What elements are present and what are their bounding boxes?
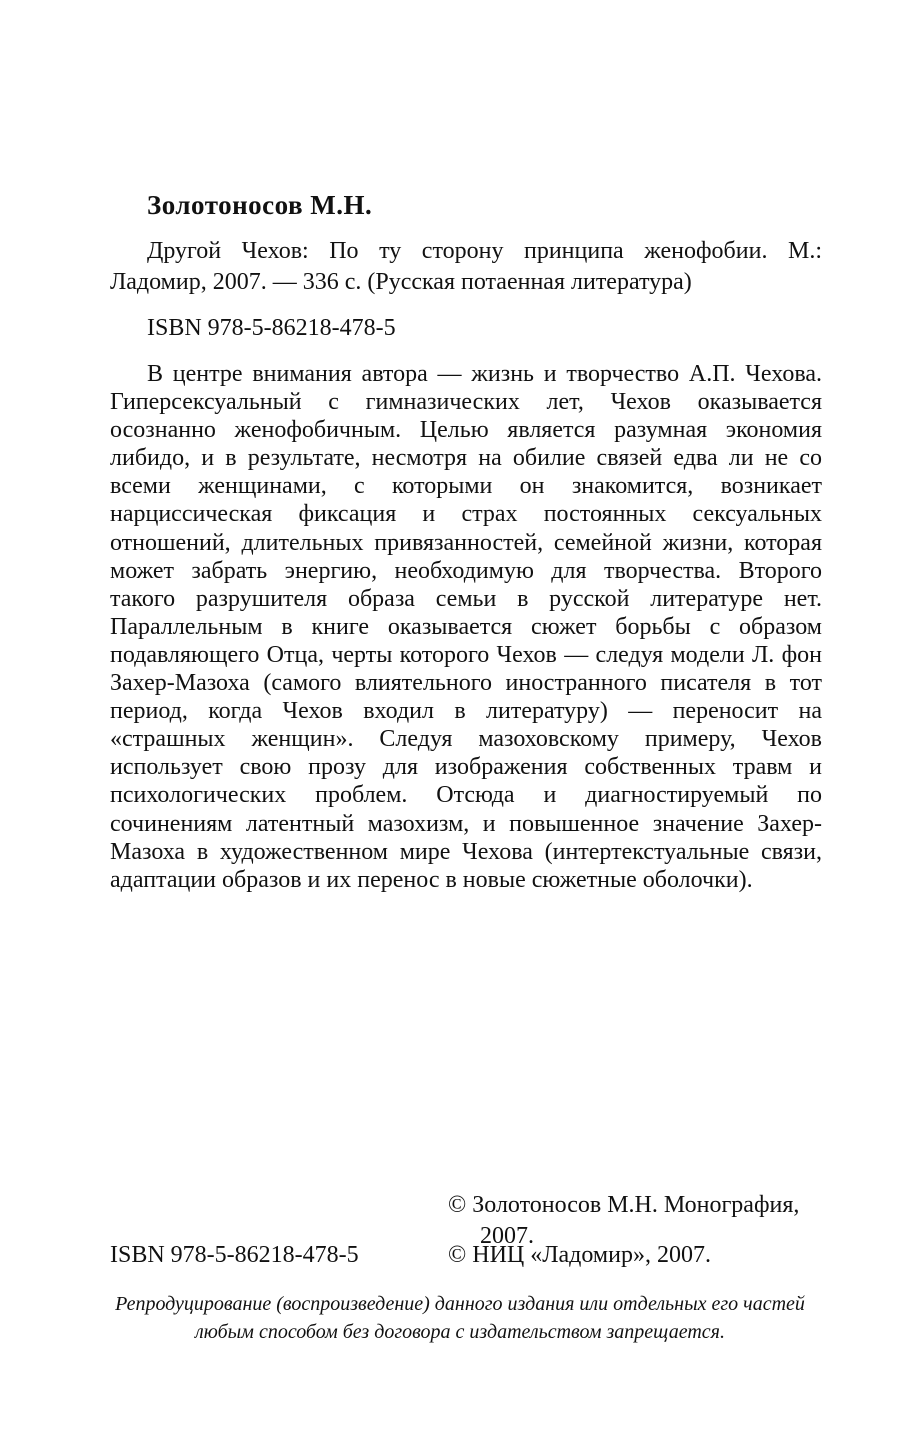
author-name: Золотоносов М.Н.	[147, 190, 373, 220]
isbn-bottom: ISBN 978-5-86218-478-5	[110, 1242, 359, 1268]
copyright-author-year: 2007.	[480, 1223, 534, 1249]
copyright-author-line: © Золотоносов М.Н. Монография,	[448, 1192, 800, 1218]
book-abstract: В центре внимания автора — жизнь и творчество А.П. Чехова. Гиперсексуальный с гимназических лет, Чехов оказывается осознанно женофобичным. Целью является разумная экономия либидо, и в результате, несмотря на обилие связей едва ли не со всеми женщинами, с которыми он знакомится, возникает нарциссическая фиксация и страх постоянных сексуальных отношений, длительных привязанностей, семейной жизни, которая может забрать энергию, необходимую для творчества. Второго такого разрушителя образа семьи в русской литературе нет. Параллельным в книге оказывается сюжет борьбы с образом подавляющего Отца, черты которого Чехов — следуя модели Л. фон Захер-Мазоха (самого влиятельного иностранного писателя в тот период, когда Чехов входил в литературу) — переносит на «страшных женщин». Следуя мазоховскому примеру, Чехов использует свою прозу для изображения собственных травм и психологических проблем. Отсюда и диагностируемый по сочинениям латентный мазохизм, и повышенное значение Захер-Мазоха в художественном мире Чехова (интертекстуальные связи, адаптации образов и их перенос в новые сюжетные оболочки).	[110, 361, 822, 893]
isbn-top: ISBN 978-5-86218-478-5	[147, 315, 396, 341]
reproduction-notice: Репродуцирование (воспроизведение) данного издания или отдельных его частей любым способом без договора с издательством запрещается.	[115, 1293, 805, 1343]
bibliographic-citation: Другой Чехов: По ту сторону принципа женофобии. М.: Ладомир, 2007. — 336 с. (Русская потаенная литература)	[110, 238, 822, 295]
copyright-publisher: © НИЦ «Ладомир», 2007.	[448, 1242, 711, 1268]
